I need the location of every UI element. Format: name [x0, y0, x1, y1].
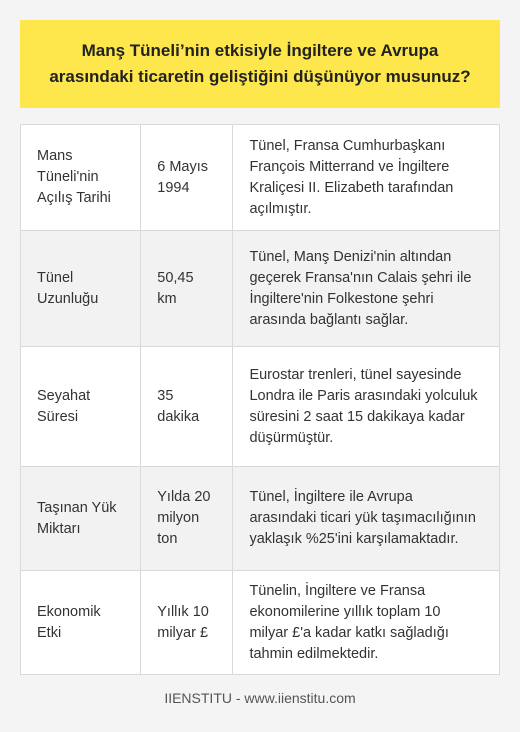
row-label: Taşınan Yük Miktarı	[21, 467, 141, 571]
row-value: 50,45 km	[141, 231, 233, 347]
row-value: 35 dakika	[141, 347, 233, 467]
row-description: Tünelin, İngiltere ve Fransa ekonomilerine yıllık toplam 10 milyar £'a kadar katkı sağladığı tahmin edilmektedir.	[233, 571, 500, 675]
row-label: Tünel Uzunluğu	[21, 231, 141, 347]
row-value: Yıllık 10 milyar £	[141, 571, 233, 675]
row-label: Seyahat Süresi	[21, 347, 141, 467]
row-label: Mans Tüneli'nin Açılış Tarihi	[21, 125, 141, 231]
table-row	[21, 571, 500, 675]
table-row	[21, 125, 500, 231]
footer-credit: IIENSTITU - www.iienstitu.com	[164, 690, 356, 706]
title-banner	[20, 20, 500, 108]
row-value: 6 Mayıs 1994	[141, 125, 233, 231]
row-description: Tünel, İngiltere ile Avrupa arasındaki ticari yük taşımacılığının yaklaşık %25'ini karşılamaktadır.	[233, 467, 500, 571]
table-row	[21, 347, 500, 467]
table-row	[21, 467, 500, 571]
page-title: Manş Tüneli’nin etkisiyle İngiltere ve Avrupa arasındaki ticaretin geliştiğini düşünüyor musunuz?	[49, 41, 471, 86]
row-description: Tünel, Manş Denizi'nin altından geçerek Fransa'nın Calais şehri ile İngiltere'nin Folkestone şehri arasında bağlantı sağlar.	[233, 231, 500, 347]
info-table	[20, 124, 500, 675]
row-value: Yılda 20 milyon ton	[141, 467, 233, 571]
row-description: Eurostar trenleri, tünel sayesinde Londra ile Paris arasındaki yolculuk süresini 2 saat 15 dakikaya kadar düşürmüştür.	[233, 347, 500, 467]
row-label: Ekonomik Etki	[21, 571, 141, 675]
table-row	[21, 231, 500, 347]
row-description: Tünel, Fransa Cumhurbaşkanı François Mitterrand ve İngiltere Kraliçesi II. Elizabeth tarafından açılmıştır.	[233, 125, 500, 231]
